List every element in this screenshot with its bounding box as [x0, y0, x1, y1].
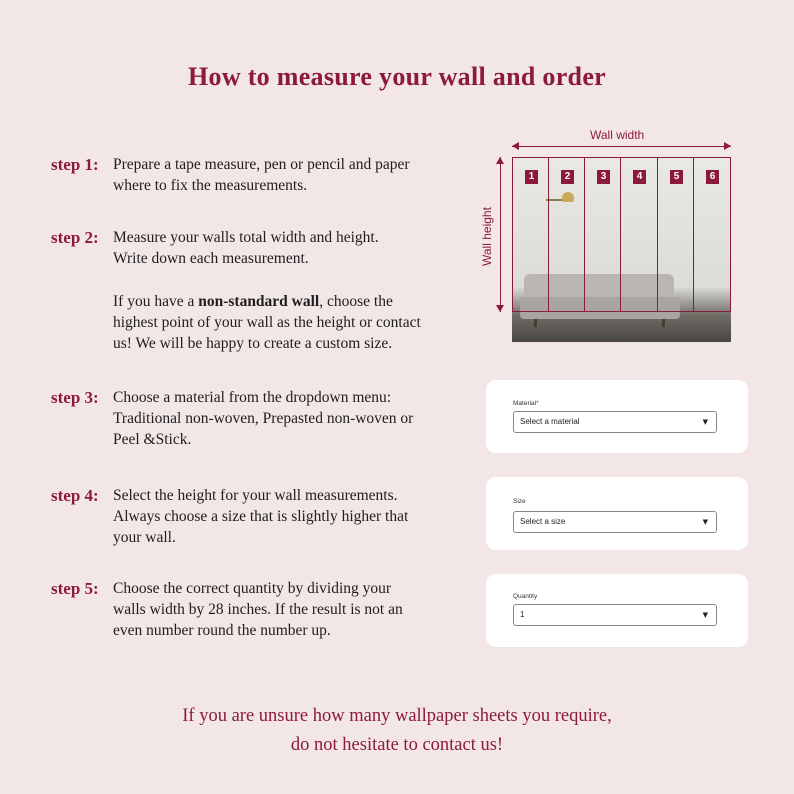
arrow-left-icon [512, 142, 519, 150]
step-4-label: step 4: [51, 486, 99, 505]
material-card [486, 380, 748, 453]
panel-number-2: 2 [561, 170, 574, 184]
quantity-card [486, 574, 748, 647]
step-3-text [113, 387, 458, 450]
quantity-select[interactable] [513, 604, 717, 626]
step-3-line-1: Choose a material from the dropdown menu: [113, 389, 392, 406]
panel-number-5: 5 [670, 170, 683, 184]
chevron-down-icon: ▼ [702, 518, 708, 526]
footer-note [0, 702, 794, 760]
arrow-right-icon [724, 142, 731, 150]
footer-line-2: do not hesitate to contact us! [290, 735, 504, 755]
quantity-field-label: Quantity [513, 593, 538, 600]
step-2-line-1: Measure your walls total width and height. [113, 229, 379, 246]
step-2-text [113, 227, 458, 354]
wall-panel-3 [584, 157, 621, 312]
step-1-text [113, 154, 458, 196]
step-2-label: step 2: [51, 228, 99, 247]
panel-number-1: 1 [525, 170, 538, 184]
chevron-down-icon: ▼ [702, 611, 708, 619]
panel-number-3: 3 [597, 170, 610, 184]
chevron-down-icon: ▼ [702, 418, 708, 426]
wall-panel-4 [620, 157, 658, 312]
wall-height-arrow [500, 157, 501, 312]
wall-panel-5 [657, 157, 694, 312]
page-title: How to measure your wall and order [188, 62, 606, 91]
step-4-line-2: Always choose a size that is slightly higher that [113, 508, 409, 525]
size-select-value: Select a size [520, 517, 566, 526]
material-select-value: Select a material [520, 417, 580, 426]
step-4-line-3: your wall. [113, 529, 176, 546]
arrow-down-icon [496, 305, 504, 312]
step-1-line-1: Prepare a tape measure, pen or pencil and paper [113, 156, 410, 173]
wall-panel-6 [693, 157, 731, 312]
step-2-line-2: Write down each measurement. [113, 250, 309, 267]
wall-panel-2 [548, 157, 585, 312]
wall-width-label: Wall width [590, 128, 645, 142]
wall-height-label: Wall height [480, 207, 494, 266]
size-field-label: Size [513, 498, 526, 505]
quantity-select-value: 1 [520, 610, 525, 619]
step-5-line-3: even number round the number up. [113, 622, 331, 639]
step-3-line-2: Traditional non-woven, Prepasted non-woven or [113, 410, 414, 427]
sofa-leg [534, 319, 537, 327]
step-3-label: step 3: [51, 388, 99, 407]
size-select[interactable] [513, 511, 717, 533]
note-post: , choose the [319, 293, 393, 310]
material-field-label [513, 400, 539, 407]
wall-measure-illustration [478, 126, 738, 348]
step-3-line-3: Peel &Stick. [113, 431, 192, 448]
wall-panel-1 [512, 157, 549, 312]
sofa-leg [662, 319, 665, 327]
arrow-up-icon [496, 157, 504, 164]
required-mark: * [536, 400, 539, 407]
material-label-text: Material [513, 400, 537, 407]
step-1-label: step 1: [51, 155, 99, 174]
panel-number-4: 4 [633, 170, 646, 184]
step-4-text [113, 485, 458, 548]
note-pre: If you have a [113, 293, 199, 310]
material-select[interactable] [513, 411, 717, 433]
footer-line-1: If you are unsure how many wallpaper sheets you require, [182, 706, 612, 726]
room-photo [512, 157, 731, 342]
step-5-label: step 5: [51, 579, 99, 598]
wall-width-arrow [512, 146, 731, 147]
step-2-note-line-2: highest point of your wall as the height or contact [113, 314, 421, 331]
step-5-line-1: Choose the correct quantity by dividing your [113, 580, 392, 597]
non-standard-wall-emphasis: non-standard wall [198, 293, 320, 310]
step-2-note-line-1 [113, 291, 458, 312]
step-5-text [113, 578, 458, 641]
size-card [486, 477, 748, 550]
panel-number-6: 6 [706, 170, 719, 184]
step-4-line-1: Select the height for your wall measurements. [113, 487, 398, 504]
step-2-note-line-3: us! We will be happy to create a custom size. [113, 335, 393, 352]
step-1-line-2: where to fix the measurements. [113, 177, 308, 194]
step-5-line-2: walls width by 28 inches. If the result is not an [113, 601, 403, 618]
